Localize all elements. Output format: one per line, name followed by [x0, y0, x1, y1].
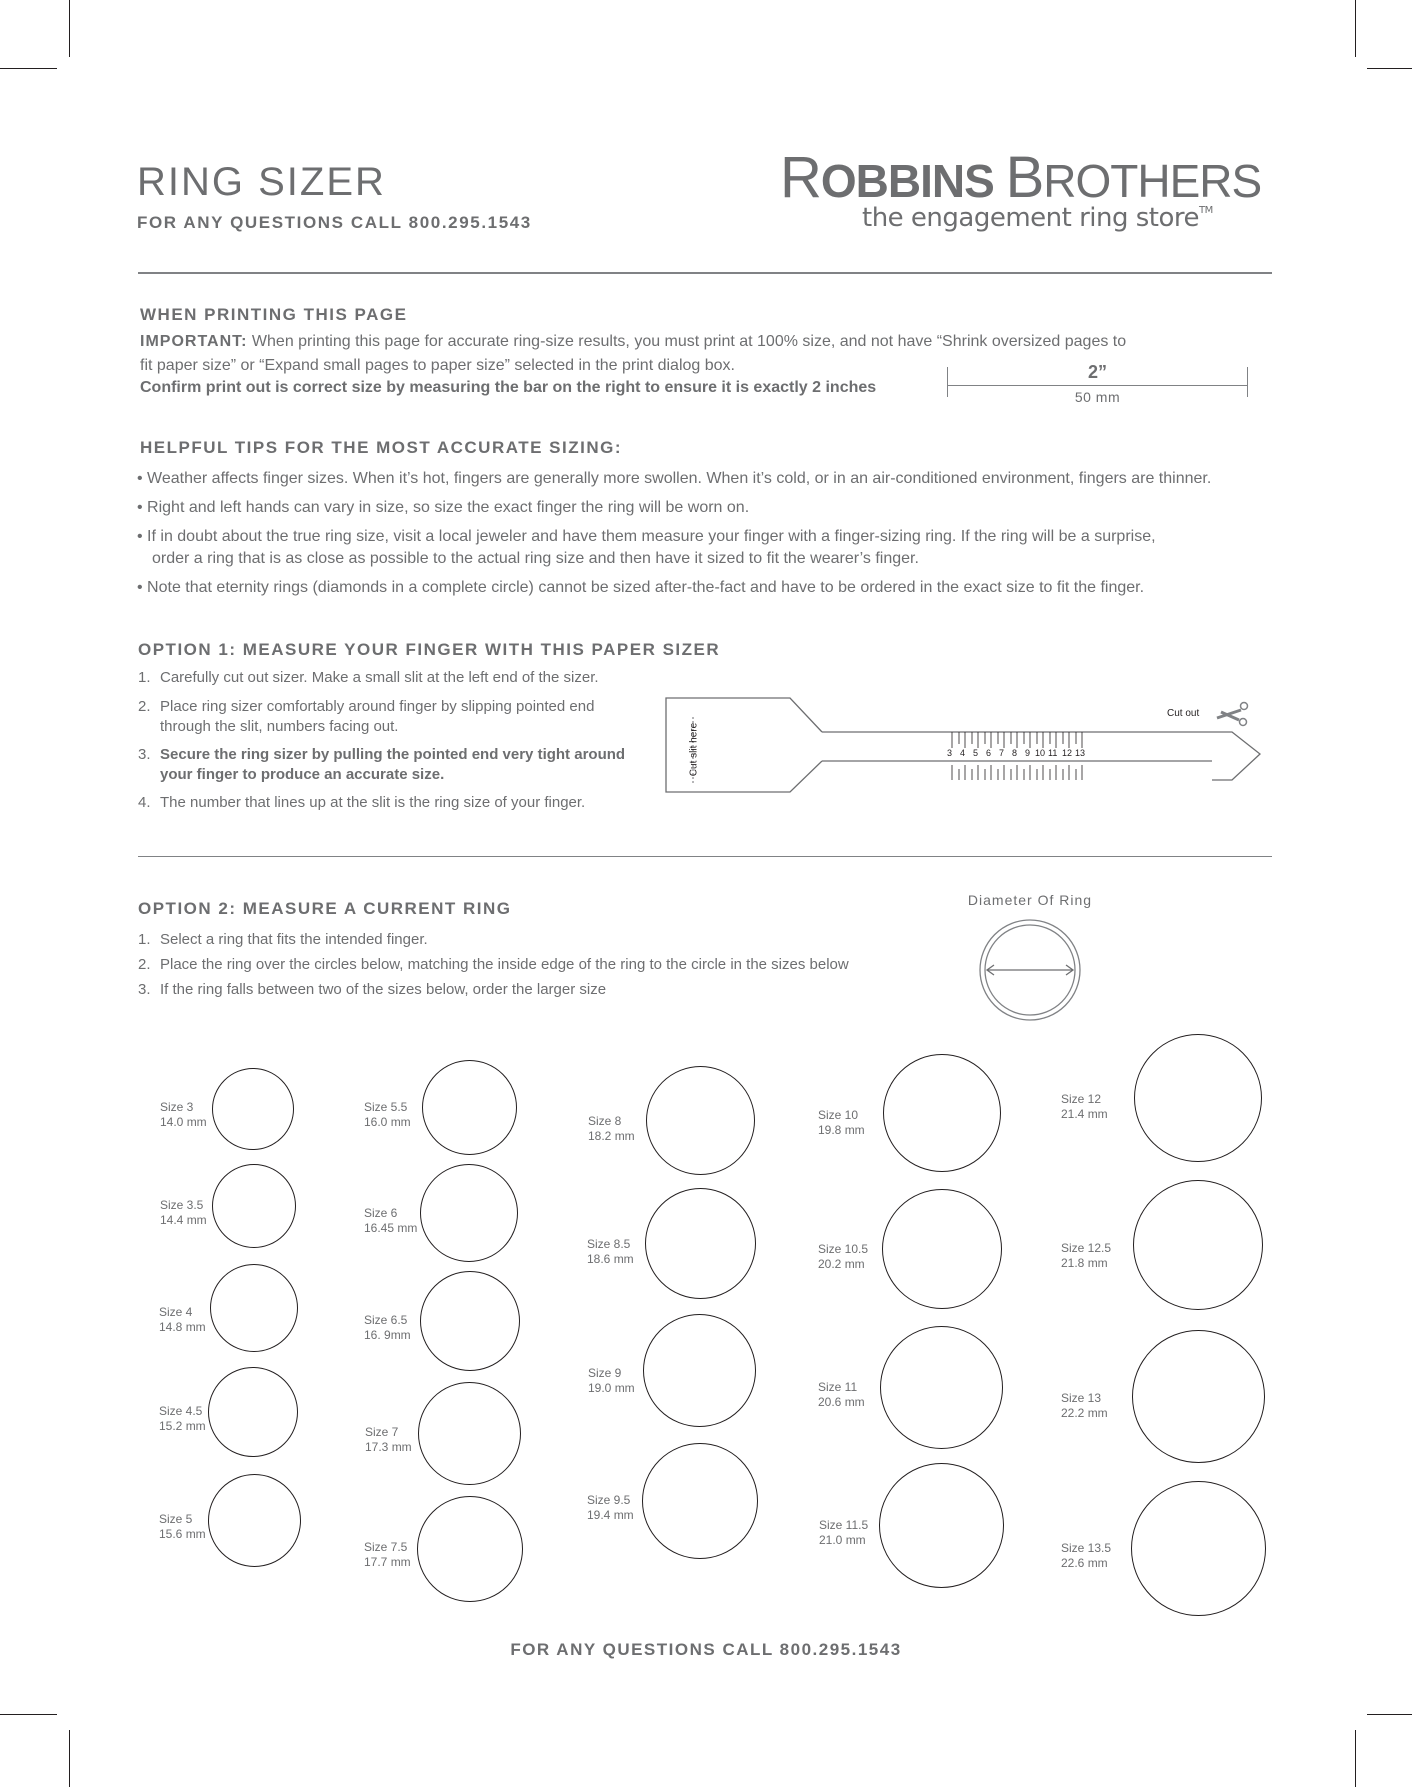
bar-inches-label: 2” [1087, 362, 1107, 382]
ring-circle-size-8-5 [645, 1188, 756, 1299]
ring-label: Size 10 19.8 mm [818, 1108, 865, 1137]
ring-circle-size-11 [880, 1326, 1003, 1449]
option2-step: 2. Place the ring over the circles below, matching the inside edge of the ring to the circle in the sizes below [138, 956, 849, 973]
ring-label: Size 13.5 22.6 mm [1061, 1541, 1112, 1570]
ring-label: Size 7 17.3 mm [365, 1425, 412, 1454]
ring-label: Size 11 20.6 mm [818, 1380, 865, 1409]
ring-circle-size-3 [212, 1068, 294, 1150]
ring-circle-size-13-5 [1131, 1481, 1266, 1616]
logo-tagline [862, 203, 1213, 233]
footer-phone-line: FOR ANY QUESTIONS CALL 800.295.1543 [510, 1640, 902, 1659]
cut-out-label: Cut out [1167, 708, 1200, 719]
tip-item: • If in doubt about the true ring size, visit a local jeweler and have them measure your finger with a finger-sizing ring. If the ring will be a surprise, [137, 528, 1156, 545]
ring-label: Size 13 22.2 mm [1061, 1391, 1108, 1420]
scissors-icon [1215, 698, 1251, 728]
ring-circle-size-11-5 [879, 1463, 1004, 1588]
trademark: TM [1199, 205, 1213, 216]
ring-label: Size 9.5 19.4 mm [587, 1493, 634, 1522]
logo-initial: B [1005, 145, 1044, 210]
two-inch-bar [947, 362, 1249, 405]
ring-circle-size-10-5 [882, 1189, 1002, 1309]
diameter-label: Diameter Of Ring [967, 892, 1093, 908]
brand-logo [780, 144, 1261, 211]
tip-item-cont: order a ring that is as close as possible to the actual ring size and then have it sized to fit the wearer’s finger. [152, 550, 919, 567]
logo-word: ROTHERS [1043, 155, 1262, 207]
ring-label: Size 9 19.0 mm [588, 1366, 635, 1395]
ring-label: Size 12 21.4 mm [1061, 1092, 1108, 1121]
ring-circle-size-3-5 [212, 1164, 296, 1248]
printing-confirm: Confirm print out is correct size by measuring the bar on the right to ensure it is exactly 2 inches [140, 379, 877, 396]
ring-label: Size 3 14.0 mm [160, 1100, 207, 1129]
ring-label: Size 8 18.2 mm [588, 1114, 635, 1143]
option1-step: 2. Place ring sizer comfortably around finger by slipping pointed end through the slit, numbers facing out. [138, 698, 595, 735]
ring-circle-size-7 [418, 1382, 521, 1485]
ring-label: Size 3.5 14.4 mm [160, 1198, 207, 1227]
ring-label: Size 6 16.45 mm [364, 1206, 418, 1235]
printing-important [140, 330, 1126, 354]
tagline-text: the engagement ring store [862, 203, 1200, 233]
important-label: IMPORTANT: [140, 333, 248, 350]
ring-label: Size 4.5 15.2 mm [159, 1404, 206, 1433]
ring-label: Size 5.5 16.0 mm [364, 1100, 411, 1129]
ring-circle-size-4-5 [208, 1367, 298, 1457]
ring-label: Size 6.5 16. 9mm [364, 1313, 411, 1342]
ring-label: Size 10.5 20.2 mm [818, 1242, 869, 1271]
option1-step: 1. Carefully cut out sizer. Make a small slit at the left end of the sizer. [138, 669, 599, 686]
ring-circle-size-12 [1134, 1034, 1262, 1162]
ring-label: Size 11.5 21.0 mm [819, 1518, 869, 1547]
ring-label: Size 5 15.6 mm [159, 1512, 206, 1541]
ring-circle-size-4 [210, 1264, 298, 1352]
crop-mark [1355, 1730, 1356, 1787]
ring-circle-size-7-5 [417, 1496, 523, 1602]
bar-mm-label: 50 mm [1074, 389, 1121, 405]
section-heading-tips: HELPFUL TIPS FOR THE MOST ACCURATE SIZING: [140, 438, 623, 457]
crop-mark [1355, 0, 1356, 57]
paper-sizer: Cut slit here 3 4 5 6 7 8 9 10 11 12 13 Cut out [660, 690, 1280, 800]
crop-mark [69, 0, 70, 57]
ring-circle-size-9-5 [642, 1443, 758, 1559]
slit-label: Cut slit here [688, 722, 700, 777]
ring-label: Size 8.5 18.6 mm [587, 1237, 634, 1266]
crop-mark [1367, 68, 1412, 69]
printing-important-cont: fit paper size” or “Expand small pages to paper size” selected in the print dialog box. [140, 357, 735, 374]
divider [138, 272, 1272, 274]
logo-word: OBBINS [820, 155, 994, 207]
section-heading-option2: OPTION 2: MEASURE A CURRENT RING [138, 899, 512, 918]
crop-mark [69, 1730, 70, 1787]
ring-circle-size-13 [1132, 1330, 1265, 1463]
section-heading-option1: OPTION 1: MEASURE YOUR FINGER WITH THIS PAPER SIZER [138, 640, 721, 659]
option1-step: 3. Secure the ring sizer by pulling the pointed end very tight around your finger to produce an accurate size. [138, 746, 626, 783]
ring-circle-size-10 [883, 1054, 1001, 1172]
ring-circle-size-9 [643, 1314, 756, 1427]
tip-item: • Note that eternity rings (diamonds in a complete circle) cannot be sized after-the-fact and have to be ordered in the exact size to fit the finger. [137, 579, 1145, 596]
crop-mark [0, 68, 57, 69]
option1-step: 4. The number that lines up at the slit is the ring size of your finger. [138, 794, 586, 811]
option2-step: 1. Select a ring that fits the intended finger. [138, 931, 428, 948]
ring-label: Size 4 14.8 mm [159, 1305, 206, 1334]
page-title: RING SIZER [137, 160, 386, 204]
logo-initial: R [780, 145, 821, 210]
option2-step: 3. If the ring falls between two of the sizes below, order the larger size [138, 981, 607, 998]
ring-circle-size-8 [646, 1066, 755, 1175]
section-heading-printing: WHEN PRINTING THIS PAGE [140, 305, 408, 324]
ring-circle-size-5 [208, 1474, 301, 1567]
ring-circle-size-5-5 [422, 1060, 517, 1155]
ring-label: Size 12.5 21.8 mm [1061, 1241, 1112, 1270]
ring-label: Size 7.5 17.7 mm [364, 1540, 411, 1569]
phone-line: FOR ANY QUESTIONS CALL 800.295.1543 [137, 213, 532, 232]
tip-item: • Right and left hands can vary in size, so size the exact finger the ring will be worn on. [137, 499, 750, 516]
crop-mark [1367, 1714, 1412, 1715]
paper-sizer-outline [660, 690, 1280, 800]
ring-circle-size-6 [420, 1164, 518, 1262]
ring-circle-size-12-5 [1133, 1180, 1263, 1310]
important-text: When printing this page for accurate ring-size results, you must print at 100% size, and not have “Shrink oversized pages to [247, 333, 1127, 350]
bar-line [947, 385, 1248, 386]
divider [138, 856, 1272, 857]
tip-item: • Weather affects finger sizes. When it’s hot, fingers are generally more swollen. When it’s cold, or in an air-conditioned environment, fingers are thinner. [137, 470, 1212, 487]
diameter-diagram-icon [975, 915, 1085, 1025]
ring-circle-size-6-5 [420, 1271, 520, 1371]
crop-mark [0, 1714, 57, 1715]
